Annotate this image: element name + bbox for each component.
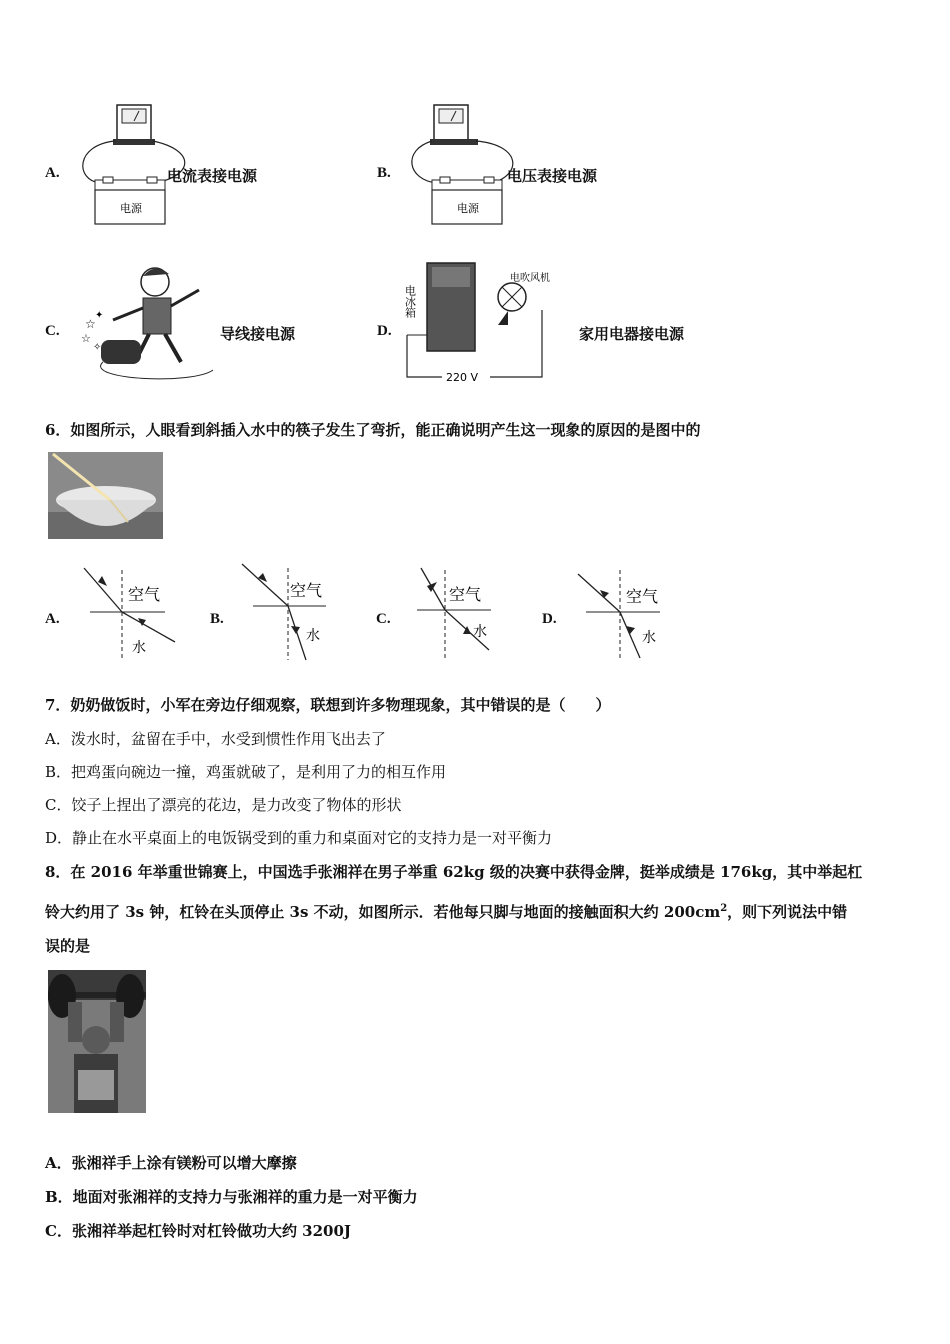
q6-text: 6．如图所示，人眼看到斜插入水中的筷子发生了弯折，能正确说明产生这一现象的原因的是图中的 [45,421,701,439]
air-label: 空气 [290,581,323,600]
option-letter: B. [377,165,391,181]
q5-option-c [45,250,345,390]
option-letter: D. [377,323,392,339]
q5-option-d [377,250,717,390]
option-caption: 家用电器接电源 [579,325,685,343]
refraction-diagram [574,560,684,665]
q8-line-1: 8．在 2016 年举重世锦赛上，中国选手张湘祥在男子举重 62kg 级的决赛中获得金牌，挺举成绩是 176kg，其中举起杠 [45,863,863,881]
refraction-diagram [411,560,521,665]
air-label: 空气 [626,587,659,606]
svg-text:☆: ☆ [85,317,96,331]
refraction-diagram [80,560,190,665]
q7-option-d: D．静止在水平桌面上的电饭锅受到的重力和桌面对它的支持力是一对平衡力 [45,829,553,847]
option-letter: A. [45,165,60,181]
q7-option-c: C．饺子上捏出了漂亮的花边，是力改变了物体的形状 [45,796,402,814]
water-label: 水 [473,624,487,640]
water-label: 水 [642,630,656,646]
option-letter: C. [45,323,60,339]
fan-label: 电吹风机 [510,273,550,284]
option-letter: C. [376,611,391,627]
option-letter: B. [210,611,224,627]
q8-superscript: 2 [720,903,728,914]
ammeter-circuit-figure [75,95,215,230]
weightlifter-photo [48,970,146,1113]
water-label: 水 [306,628,320,644]
q6-option-d [542,560,692,665]
refraction-diagram [238,560,348,665]
q8-option-a: A．张湘祥手上涂有镁粉可以增大摩擦 [45,1154,297,1172]
q7-option-a: A．泼水时，盆留在手中，水受到惯性作用飞出去了 [45,730,386,748]
q7-option-b: B．把鸡蛋向碗边一撞，鸡蛋就破了，是利用了力的相互作用 [45,763,447,781]
power-box-label: 电源 [120,202,142,215]
q6-option-b [210,560,360,665]
svg-text:✦: ✦ [95,310,104,321]
voltage-label: 220 V [446,371,479,384]
air-label: 空气 [128,585,161,604]
q8-option-c: C．张湘祥举起杠铃时对杠铃做功大约 3200J [45,1222,352,1240]
chopstick-bowl-photo [48,452,163,539]
air-label: 空气 [449,585,482,604]
wire-short-circuit-figure [73,250,223,388]
q8-line-3: 误的是 [45,937,91,955]
water-label: 水 [132,640,146,656]
q8-line-2 [45,898,847,923]
option-caption: 电流表接电源 [167,167,258,185]
appliance-circuit-figure [402,255,582,387]
q5-option-b [377,95,677,235]
option-letter: D. [542,611,557,627]
svg-text:✧: ✧ [93,342,102,353]
option-caption: 导线接电源 [220,325,296,343]
power-box-label: 电源 [457,202,479,215]
svg-text:☆: ☆ [81,332,91,345]
q6-option-a [45,560,195,665]
q6-option-c [376,560,526,665]
fridge-label: 电冰箱 [403,285,417,318]
option-caption: 电压表接电源 [507,167,598,185]
voltmeter-circuit-figure [402,95,542,230]
q8-line-2-a: 铃大约用了 3s 钟，杠铃在头顶停止 3s 不动，如图所示．若他每只脚与地面的接触面积大约 200cm [45,903,721,921]
q8-line-2-b: ，则下列说法中错 [727,903,848,921]
q5-option-a [45,95,345,235]
q7-text: 7．奶奶做饭时，小军在旁边仔细观察，联想到许多物理现象，其中错误的是（ ） [45,696,611,714]
q8-option-b: B．地面对张湘祥的支持力与张湘祥的重力是一对平衡力 [45,1188,418,1206]
option-letter: A. [45,611,60,627]
